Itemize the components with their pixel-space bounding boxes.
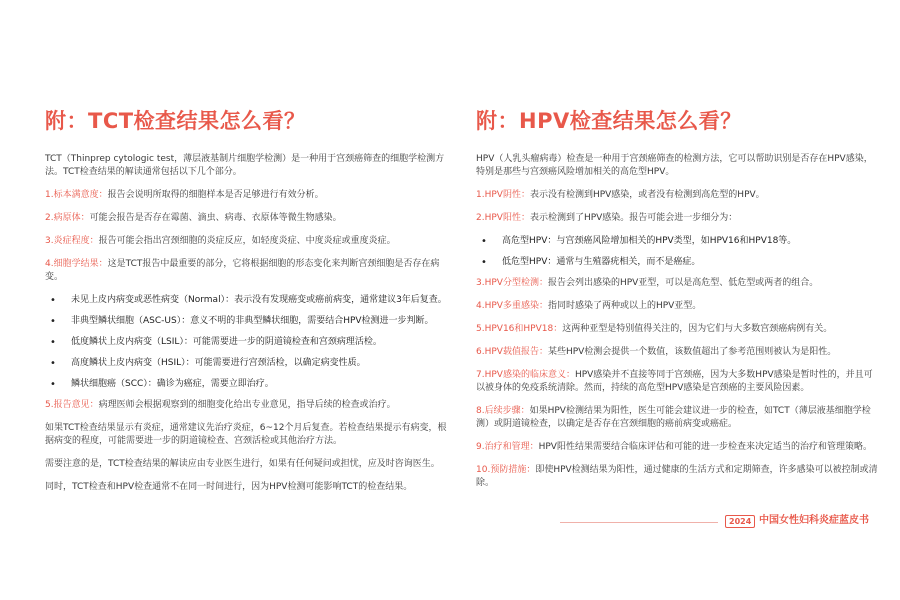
tct-paragraph: 同时，TCT检查和HPV检查通常不在同一时间进行，因为HPV检测可能影响TCT的检查结果。 (45, 482, 413, 492)
hpv-item-key: 2.HPV阳性： (476, 213, 530, 223)
hpv-item (476, 464, 881, 490)
hpv-item-key: 4.HPV多重感染： (476, 301, 548, 311)
footer-year-badge: 2024 (725, 515, 755, 528)
footer-book-title: 中国女性妇科炎症蓝皮书 (759, 515, 869, 526)
tct-item (45, 212, 450, 225)
tct-paragraph: 需要注意的是，TCT检查结果的解读应由专业医生进行，如果有任何疑问或担忧，应及时咨询医生。 (45, 459, 440, 469)
tct-section (45, 105, 450, 504)
tct-title: 附：TCT检查结果怎么看？ (45, 109, 306, 133)
hpv-item-key: 6.HPV载值报告： (476, 347, 548, 357)
tct-item (45, 189, 450, 202)
hpv-bullet: • 高危型HPV：与宫颈癌风险增加相关的HPV类型，如HPV16和HPV18等。 (476, 235, 881, 248)
hpv-item-text: 报告会列出感染的HPV亚型，可以是高危型、低危型或两者的组合。 (547, 278, 819, 288)
hpv-item-text: 指同时感染了两种或以上的HPV亚型。 (547, 301, 702, 311)
tct-intro: TCT（Thinprep cytologic test，薄层液基制片细胞学检测）是一种用于宫颈癌筛查的细胞学检测方法。TCT检查结果的解读通常包括以下几个部分。 (45, 154, 445, 177)
hpv-item (476, 212, 881, 225)
hpv-item (476, 323, 881, 336)
tct-item-text: 报告可能会指出宫颈细胞的炎症反应，如轻度炎症、中度炎症或重度炎症。 (98, 236, 396, 246)
tct-item-text: 报告会说明所取得的细胞样本是否足够进行有效分析。 (107, 190, 324, 200)
hpv-item-key: 9.治疗和管理： (476, 442, 539, 452)
hpv-item-key: 1.HPV阴性： (476, 190, 530, 200)
hpv-item-key: 3.HPV分型检测： (476, 278, 548, 288)
tct-item-key: 5.报告意见： (45, 400, 99, 410)
hpv-intro: HPV（人乳头瘤病毒）检查是一种用于宫颈癌筛查的检测方法，它可以帮助识别是否存在HPV感染，特别是那些与宫颈癌风险增加相关的高危型HPV。 (476, 154, 873, 177)
hpv-item-text: 表示检测到了HPV感染。报告可能会进一步细分为： (529, 213, 738, 223)
tct-item-key: 1.标本满意度： (45, 190, 108, 200)
hpv-item-key: 8.后续步骤： (476, 406, 530, 416)
tct-bullet: • 鳞状细胞癌（SCC）：确诊为癌症，需要立即治疗。 (45, 378, 450, 391)
hpv-section (476, 105, 881, 500)
hpv-item (476, 441, 881, 454)
tct-bullet: • 低度鳞状上皮内病变（LSIL）：可能需要进一步的阴道镜检查和宫颈病理活检。 (45, 336, 450, 349)
tct-item (45, 258, 450, 284)
hpv-item-text: 如果HPV检测结果为阳性，医生可能会建议进一步的检查，如TCT（薄层液基细胞学检测）或阴道镜检查，以确定是否存在宫颈细胞的癌前病变或癌症。 (476, 406, 871, 429)
hpv-item-text: HPV阳性结果需要结合临床评估和可能的进一步检查来决定适当的治疗和管理策略。 (538, 442, 872, 452)
hpv-item (476, 346, 881, 359)
hpv-bullet-list (476, 235, 881, 269)
tct-bullet: • 高度鳞状上皮内病变（HSIL）：可能需要进行宫颈活检，以确定病变性质。 (45, 357, 450, 370)
tct-bullet: • 非典型鳞状细胞（ASC-US）：意义不明的非典型鳞状细胞，需要结合HPV检测进一步判断。 (45, 315, 450, 328)
hpv-item-text: 这两种亚型是特别值得关注的，因为它们与大多数宫颈癌病例有关。 (562, 324, 833, 334)
tct-item (45, 399, 450, 412)
tct-item-key: 4.细胞学结果： (45, 259, 108, 269)
tct-item-text: 病理医师会根据观察到的细胞变化给出专业意见，指导后续的检查或治疗。 (98, 400, 396, 410)
hpv-item-key: 5.HPV16和HPV18： (476, 324, 563, 334)
tct-paragraph: 如果TCT检查结果显示有炎症，通常建议先治疗炎症，6~12个月后复查。若检查结果提示有病变，根据病变的程度，可能需要进一步的阴道镜检查、宫颈活检或其他治疗方法。 (45, 423, 447, 446)
tct-bullet: • 未见上皮内病变或恶性病变（Normal）：表示没有发现癌变或癌前病变，通常建议3年后复查。 (45, 294, 450, 307)
footer-divider (560, 522, 718, 523)
hpv-item (476, 300, 881, 313)
hpv-item-text: 某些HPV检测会提供一个数值，该数值超出了参考范围则被认为是阳性。 (547, 347, 837, 357)
tct-item-key: 2.病原体： (45, 213, 90, 223)
hpv-item (476, 189, 881, 202)
hpv-item-text: 表示没有检测到HPV感染，或者没有检测到高危型的HPV。 (529, 190, 765, 200)
tct-bullet-list (45, 294, 450, 391)
tct-item (45, 235, 450, 248)
hpv-item-key: 10.预防措施： (476, 465, 536, 475)
hpv-item-key: 7.HPV感染的临床意义： (476, 370, 575, 380)
hpv-item-text: 即使HPV检测结果为阳性，通过健康的生活方式和定期筛查，许多感染可以被控制或清除。 (476, 465, 878, 488)
hpv-item (476, 405, 881, 431)
hpv-item-text: HPV感染并不直接等同于宫颈癌，因为大多数HPV感染是暂时性的，并且可以被身体的免疫系统清除。然而，持续的高危型HPV感染是宫颈癌的主要风险因素。 (476, 370, 873, 393)
hpv-title: 附：HPV检查结果怎么看？ (476, 109, 742, 133)
hpv-bullet: • 低危型HPV：通常与生殖器疣相关，而不是癌症。 (476, 256, 881, 269)
page-footer (560, 514, 875, 530)
tct-item-text: 可能会报告是否存在霉菌、滴虫、病毒、衣原体等微生物感染。 (89, 213, 342, 223)
tct-item-text: 这是TCT报告中最重要的部分，它将根据细胞的形态变化来判断宫颈细胞是否存在病变。 (45, 259, 440, 282)
hpv-item (476, 277, 881, 290)
tct-item-key: 3.炎症程度： (45, 236, 99, 246)
hpv-item (476, 369, 881, 395)
